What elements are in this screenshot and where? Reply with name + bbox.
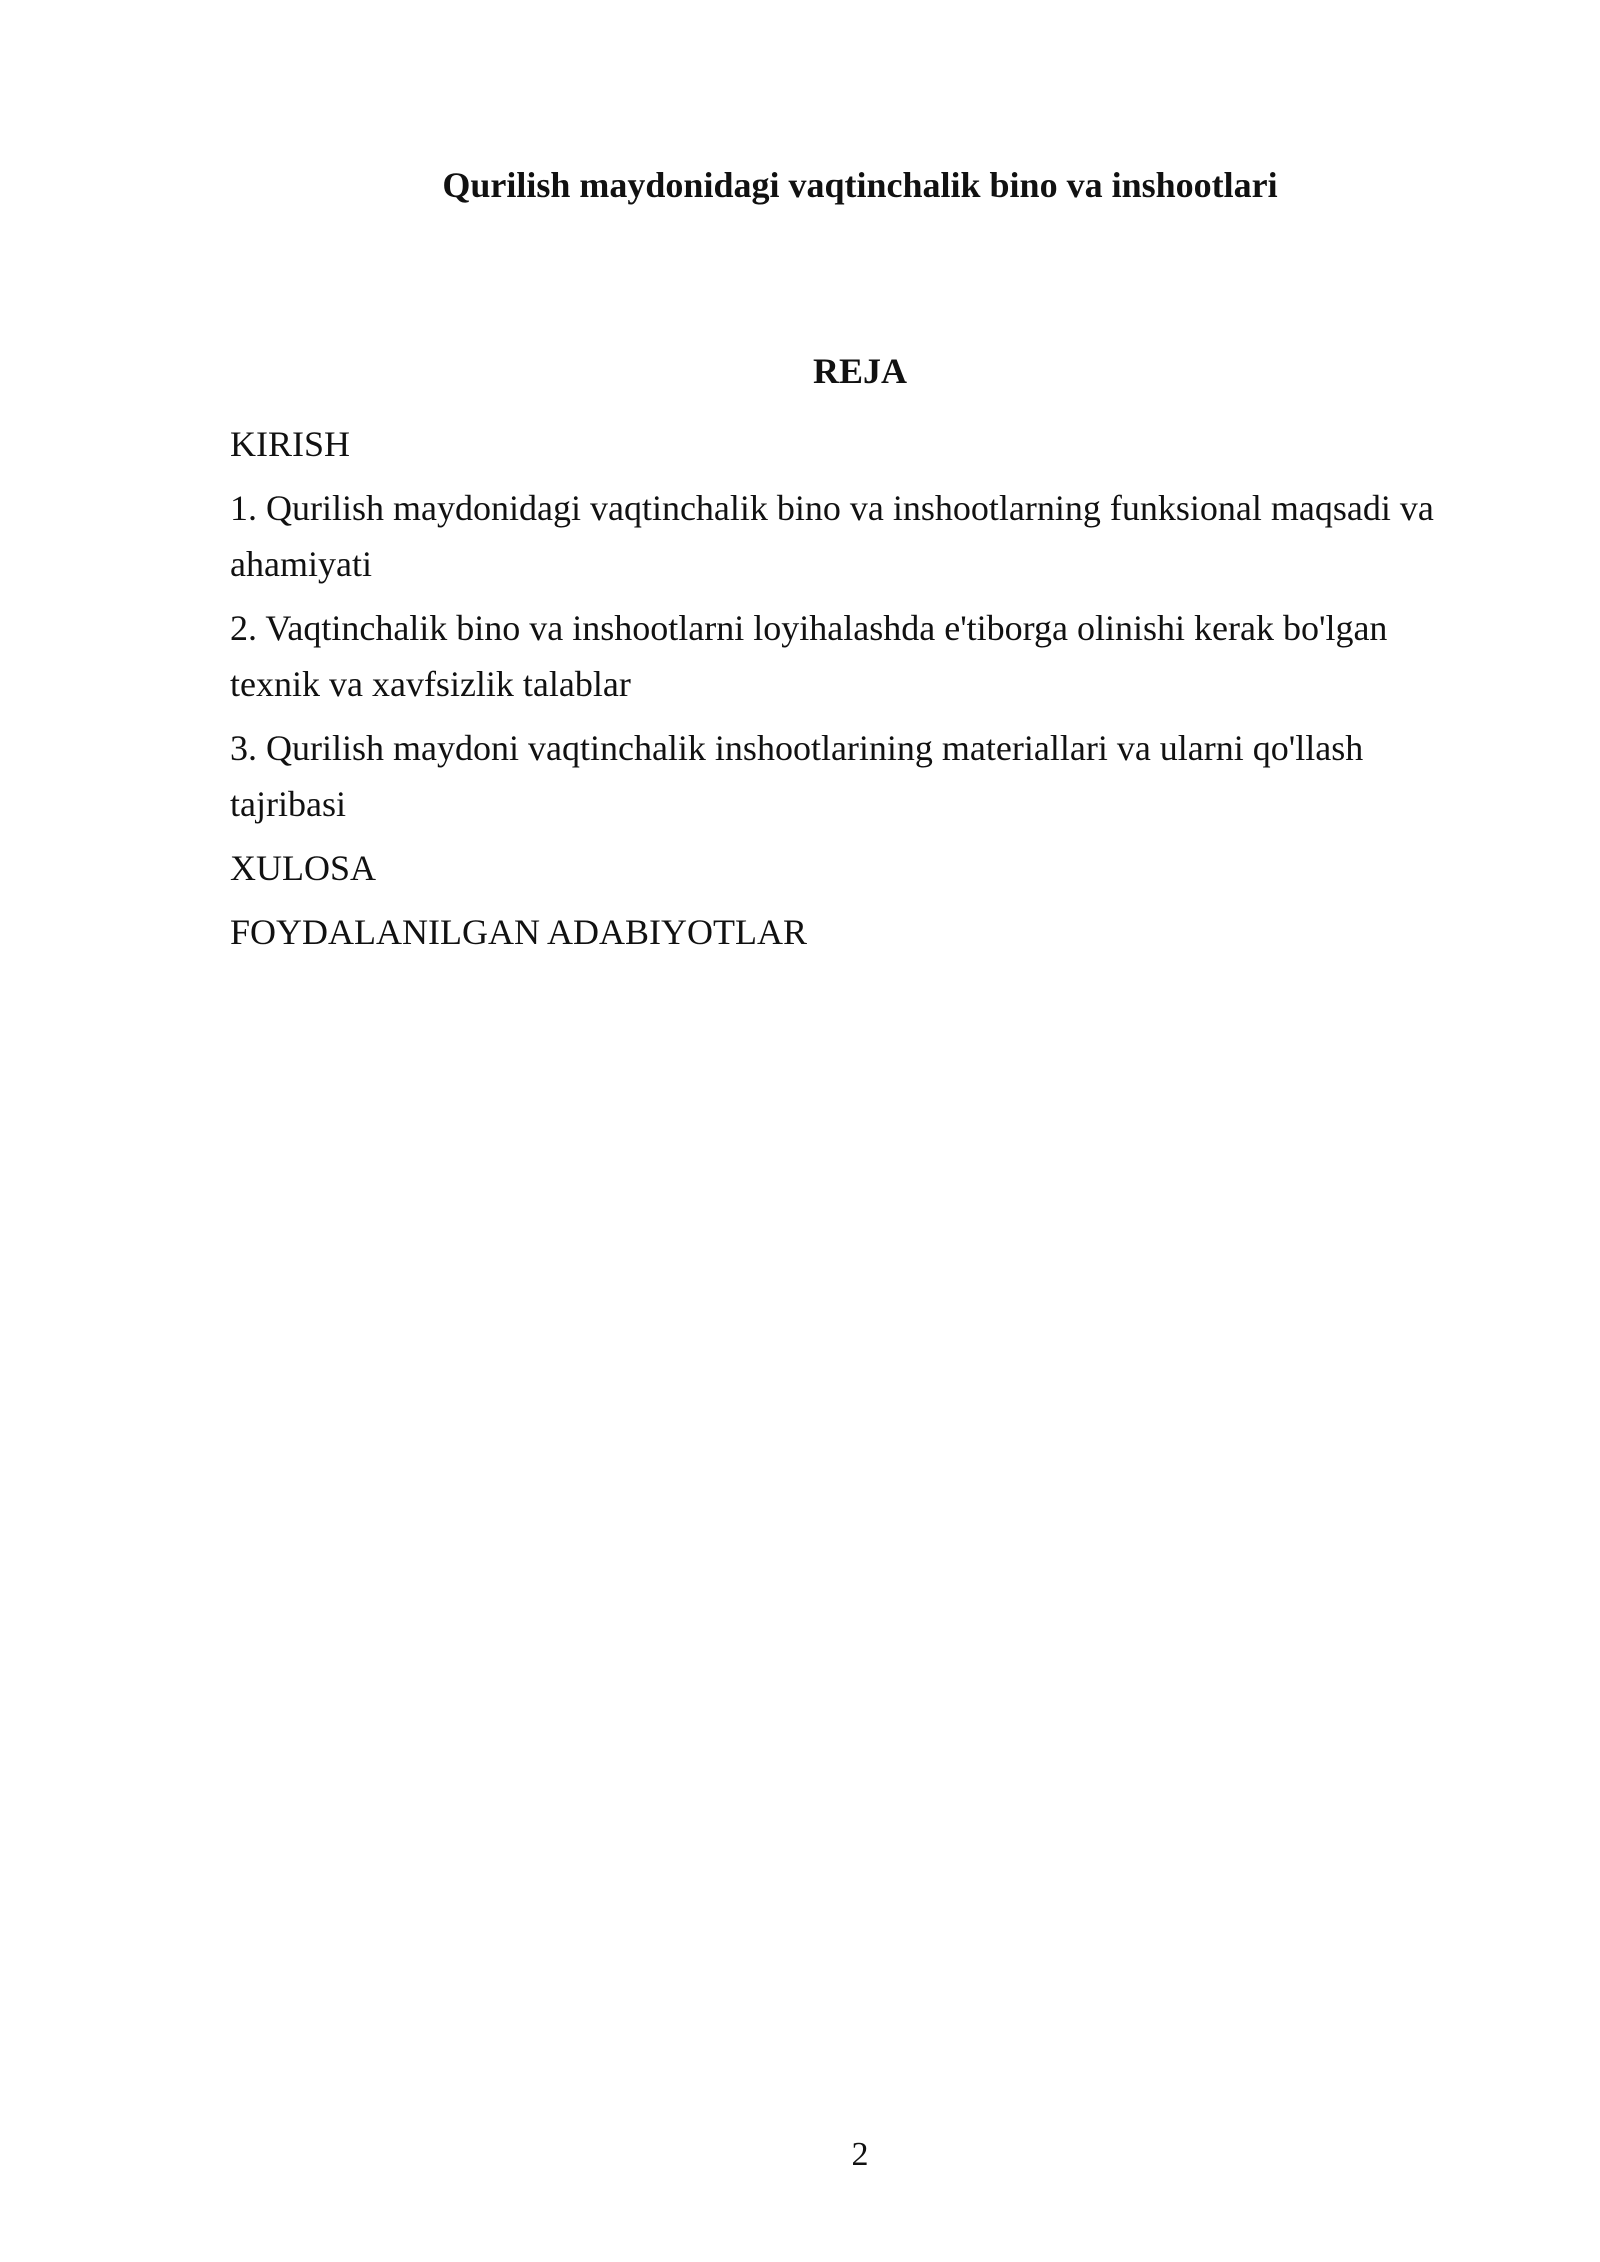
- plan-list: [230, 416, 1470, 968]
- plan-heading: REJA: [812, 351, 907, 391]
- document-title: Qurilish maydonidagi vaqtinchalik bino va inshootlari: [442, 165, 1278, 205]
- plan-item-introduction: KIRISH: [230, 424, 351, 464]
- plan-item-2: 2. Vaqtinchalik bino va inshootlarni loyihalashda e'tiborga olinishi kerak bo'lgan texnik va xavfsizlik talablar: [230, 608, 1388, 704]
- plan-item-1: 1. Qurilish maydonidagi vaqtinchalik bino va inshootlarning funksional maqsadi va ahamiyati: [230, 488, 1434, 584]
- plan-item-conclusion: XULOSA: [230, 848, 377, 888]
- page-number: 2: [851, 2136, 869, 2173]
- plan-item-references: FOYDALANILGAN ADABIYOTLAR: [230, 912, 807, 952]
- plan-item-3: 3. Qurilish maydoni vaqtinchalik inshootlarining materiallari va ularni qo'llash tajribasi: [230, 728, 1364, 824]
